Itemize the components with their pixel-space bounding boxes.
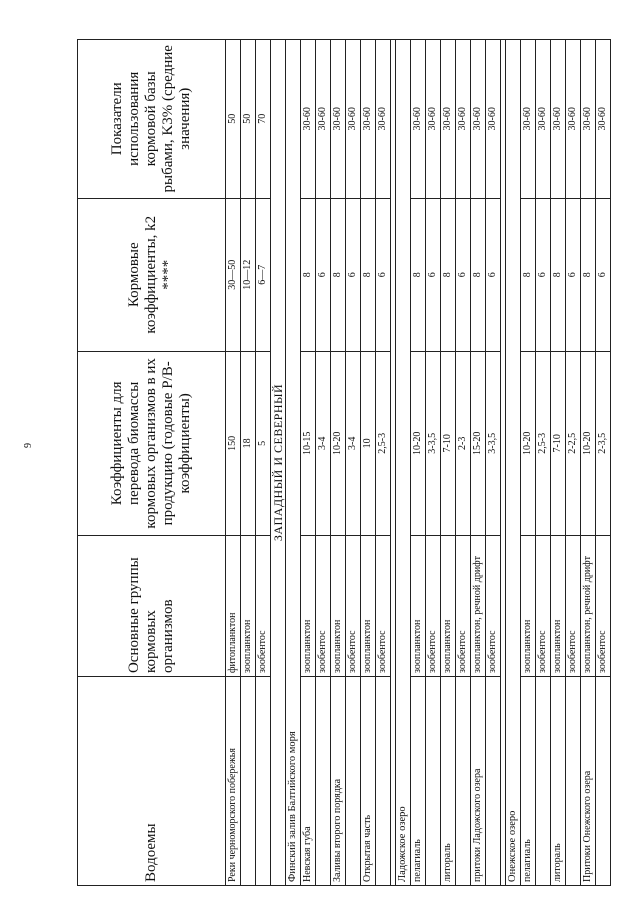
k2-cell: 8	[471, 198, 486, 351]
k2-cell: 6	[316, 198, 331, 351]
k2-cell: 6	[426, 198, 441, 351]
water-body-cell	[596, 677, 611, 886]
k3-cell: 30-60	[441, 40, 456, 199]
page-number: 9	[23, 443, 34, 448]
water-body-cell: Невская губа	[301, 677, 316, 886]
food-group-cell: зоопланктон	[331, 535, 346, 676]
pb-cell: 7-10	[441, 351, 456, 535]
water-body-cell: пелагиаль	[521, 677, 536, 886]
water-body-cell: Открытая часть	[361, 677, 376, 886]
pb-cell: 10	[361, 351, 376, 535]
food-group-cell: зоопланктон	[361, 535, 376, 676]
header-row	[78, 40, 226, 886]
k3-cell: 30-60	[316, 40, 331, 199]
water-body-cell: литораль	[551, 677, 566, 886]
section-title: ЗАПАДНЫЙ И СЕВЕРНЫЙ	[271, 40, 286, 886]
onega-title: Онежское озеро	[506, 40, 521, 886]
table-row	[411, 40, 426, 886]
food-group-cell: зоопланктон	[301, 535, 316, 676]
food-group-cell: зообентос	[426, 535, 441, 676]
k3-cell: 30-60	[536, 40, 551, 199]
table-row	[376, 40, 391, 886]
table-header	[78, 40, 226, 886]
food-group-cell: зоопланктон	[241, 535, 256, 676]
k2-cell: 8	[551, 198, 566, 351]
table-row	[596, 40, 611, 886]
k3-cell: 30-60	[376, 40, 391, 199]
k2-cell: 8	[411, 198, 426, 351]
table-row	[566, 40, 581, 886]
k2-cell: 6	[486, 198, 501, 351]
k3-cell: 50	[241, 40, 256, 199]
k3-cell: 30-60	[331, 40, 346, 199]
water-body-cell: Реки черноморского побережья	[226, 677, 241, 886]
table-row	[226, 40, 241, 886]
k3-cell: 30-60	[411, 40, 426, 199]
onega-title-row	[506, 40, 521, 886]
fish-food-table	[77, 39, 611, 886]
k2-cell: 6—7	[256, 198, 271, 351]
pb-cell: 2,5-3	[376, 351, 391, 535]
k3-cell: 30-60	[551, 40, 566, 199]
pb-cell: 2-3,5	[596, 351, 611, 535]
water-body-cell: Заливы второго порядка	[331, 677, 346, 886]
water-body-cell	[486, 677, 501, 886]
pb-cell: 10-20	[411, 351, 426, 535]
k2-cell: 6	[596, 198, 611, 351]
food-group-cell: зоопланктон	[521, 535, 536, 676]
pb-cell: 10-20	[581, 351, 596, 535]
header-pb-coefficients: Коэффициенты для перевода биомассы кормовых организмов в их продукцию (годовые P/B-коэффициенты)	[78, 351, 226, 535]
table-row	[456, 40, 471, 886]
ladoga-title-row	[396, 40, 411, 886]
k2-cell: 8	[331, 198, 346, 351]
food-group-cell: зообентос	[376, 535, 391, 676]
header-k3-usage: Показатели использования кормовой базы рыбами, K3% (средние значения)	[78, 40, 226, 199]
table-row	[471, 40, 486, 886]
water-body-cell	[456, 677, 471, 886]
water-body-cell: пелагиаль	[411, 677, 426, 886]
water-body-cell	[316, 677, 331, 886]
food-group-cell: зообентос	[596, 535, 611, 676]
k3-cell: 30-60	[521, 40, 536, 199]
table-row	[256, 40, 271, 886]
table-row	[331, 40, 346, 886]
gulf-title: Финский залив Балтийского моря	[286, 40, 301, 886]
table-row	[241, 40, 256, 886]
table-body	[226, 40, 611, 886]
table-row	[581, 40, 596, 886]
ladoga-title: Ладожское озеро	[396, 40, 411, 886]
food-group-cell: зоопланктон	[411, 535, 426, 676]
k3-cell: 30-60	[346, 40, 361, 199]
pb-cell: 3-4	[346, 351, 361, 535]
k2-cell: 6	[376, 198, 391, 351]
food-group-cell: фитопланктон	[226, 535, 241, 676]
water-body-cell: литораль	[441, 677, 456, 886]
section-title-row	[271, 40, 286, 886]
pb-cell: 3-3,5	[486, 351, 501, 535]
water-body-cell	[376, 677, 391, 886]
k3-cell: 30-60	[426, 40, 441, 199]
k2-cell: 6	[536, 198, 551, 351]
k2-cell: 30—50	[226, 198, 241, 351]
k2-cell: 8	[301, 198, 316, 351]
food-group-cell: зоопланктон	[441, 535, 456, 676]
pb-cell: 7-10	[551, 351, 566, 535]
k2-cell: 6	[346, 198, 361, 351]
k2-cell: 8	[361, 198, 376, 351]
pb-cell: 18	[241, 351, 256, 535]
pb-cell: 5	[256, 351, 271, 535]
k2-cell: 8	[521, 198, 536, 351]
food-group-cell: зоопланктон, речной дрифт	[471, 535, 486, 676]
pb-cell: 2-2,5	[566, 351, 581, 535]
table-row	[441, 40, 456, 886]
rotated-table-container	[77, 39, 640, 886]
table-row	[346, 40, 361, 886]
water-body-cell	[566, 677, 581, 886]
k2-cell: 8	[581, 198, 596, 351]
food-group-cell: зообентос	[316, 535, 331, 676]
k3-cell: 30-60	[596, 40, 611, 199]
food-group-cell: зообентос	[536, 535, 551, 676]
water-body-cell	[536, 677, 551, 886]
header-food-groups: Основные группы кормовых организмов	[78, 535, 226, 676]
table-row	[361, 40, 376, 886]
k2-cell: 10—12	[241, 198, 256, 351]
k3-cell: 30-60	[361, 40, 376, 199]
k3-cell: 30-60	[301, 40, 316, 199]
k3-cell: 30-60	[581, 40, 596, 199]
table-row	[521, 40, 536, 886]
k3-cell: 30-60	[486, 40, 501, 199]
table-row	[316, 40, 331, 886]
food-group-cell: зообентос	[566, 535, 581, 676]
k3-cell: 30-60	[471, 40, 486, 199]
food-group-cell: зоопланктон	[551, 535, 566, 676]
water-body-cell	[346, 677, 361, 886]
pb-cell: 15-20	[471, 351, 486, 535]
pb-cell: 10-15	[301, 351, 316, 535]
table-row	[301, 40, 316, 886]
pb-cell: 3-4	[316, 351, 331, 535]
k2-cell: 8	[441, 198, 456, 351]
food-group-cell: зообентос	[256, 535, 271, 676]
food-group-cell: зообентос	[486, 535, 501, 676]
gulf-title-row	[286, 40, 301, 886]
water-body-cell	[426, 677, 441, 886]
header-k2-coefficients: Кормовые коэффициенты, k2 ****	[78, 198, 226, 351]
water-body-cell: притоки Ладожского озера	[471, 677, 486, 886]
k3-cell: 30-60	[566, 40, 581, 199]
k3-cell: 50	[226, 40, 241, 199]
water-body-cell	[241, 677, 256, 886]
table-row	[426, 40, 441, 886]
food-group-cell: зообентос	[456, 535, 471, 676]
pb-cell: 3-3,5	[426, 351, 441, 535]
water-body-cell	[256, 677, 271, 886]
pb-cell: 10-20	[331, 351, 346, 535]
pb-cell: 2-3	[456, 351, 471, 535]
water-body-cell: Притоки Онежского озера	[581, 677, 596, 886]
k2-cell: 6	[456, 198, 471, 351]
k3-cell: 30-60	[456, 40, 471, 199]
food-group-cell: зообентос	[346, 535, 361, 676]
pb-cell: 10-20	[521, 351, 536, 535]
k3-cell: 70	[256, 40, 271, 199]
pb-cell: 2,5-3	[536, 351, 551, 535]
pb-cell: 150	[226, 351, 241, 535]
header-water-bodies: Водоемы	[78, 677, 226, 886]
table-row	[551, 40, 566, 886]
food-group-cell: зоопланктон, речной дрифт	[581, 535, 596, 676]
table-row	[486, 40, 501, 886]
k2-cell: 6	[566, 198, 581, 351]
table-row	[536, 40, 551, 886]
